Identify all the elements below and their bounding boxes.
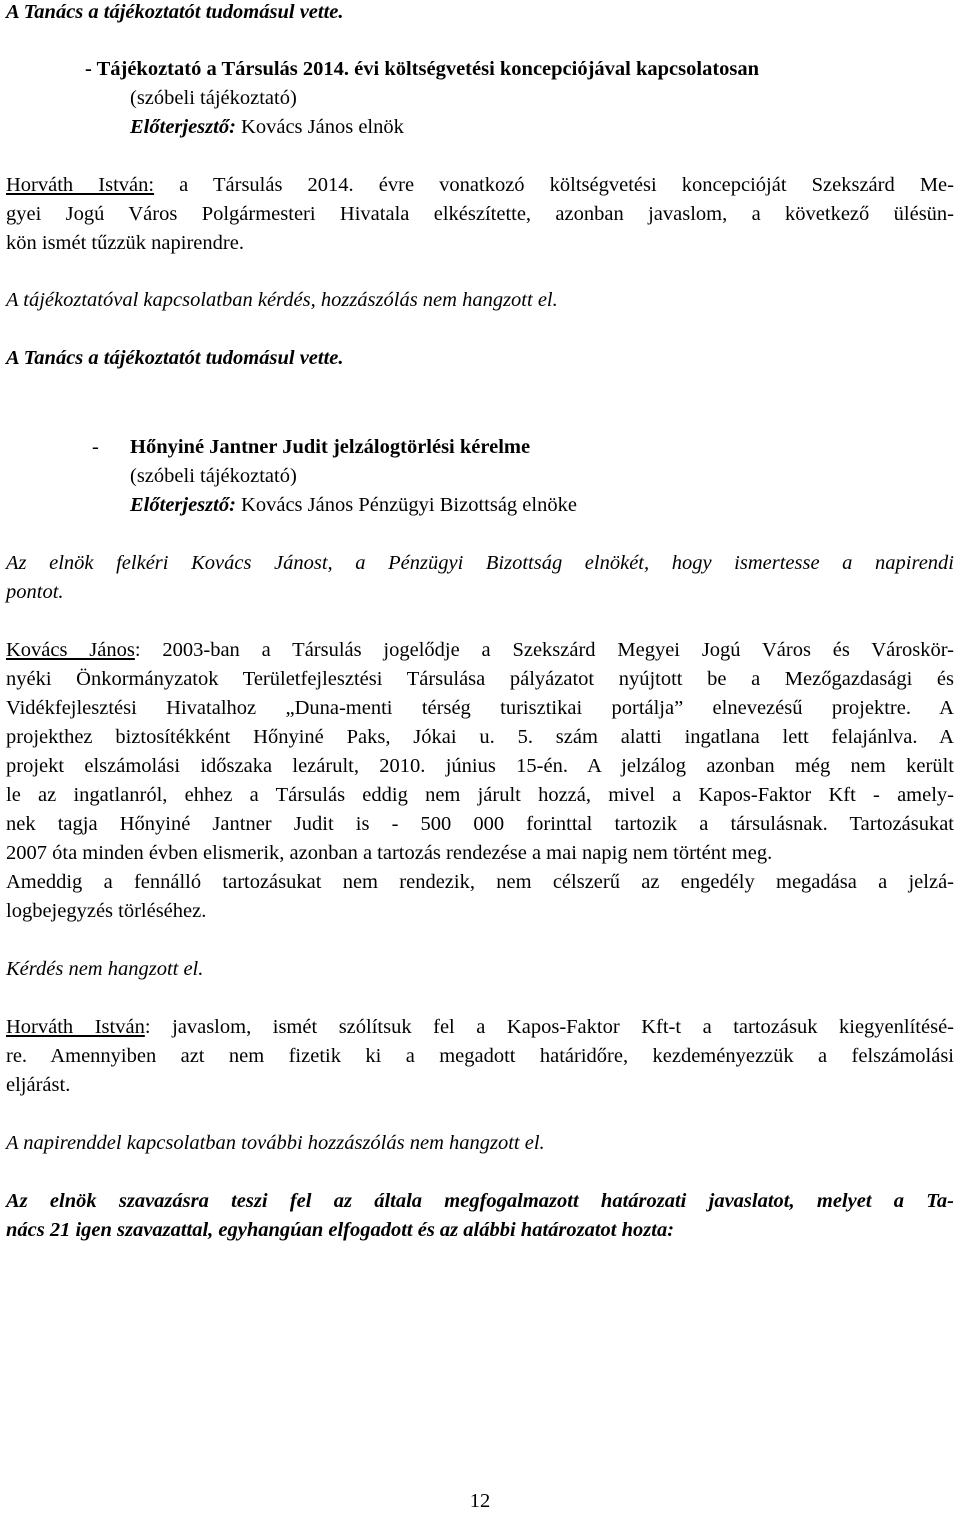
top-resolution: A Tanács a tájékoztatót tudomásul vette. — [6, 1, 344, 23]
horvath1-line3: kön ismét tűzzük napirendre. — [6, 232, 244, 254]
horvath2-line3: eljárást. — [6, 1074, 71, 1096]
no-comment-1: A tájékoztatóval kapcsolatban kérdés, hozzászólás nem hangzott el. — [6, 289, 558, 311]
presenter-label: Előterjesztő: — [130, 494, 236, 516]
vote-line2: nács 21 igen szavazattal, egyhangúan elfogadott és az alábbi határozatot hozta: — [6, 1219, 675, 1241]
kovacs-line4: projekthez biztosítékként Hőnyiné Paks, Jókai u. 5. szám alatti ingatlana lett felajánlva. A — [6, 726, 954, 748]
kovacs-line2: nyéki Önkormányzatok Területfejlesztési Társulása pályázatot nyújtott be a Mezőgazdasági és — [6, 668, 954, 690]
speaker-name: Horváth István: — [6, 174, 155, 196]
kovacs-line3: Vidékfejlesztési Hivatalhoz „Duna-menti térség turisztikai portálja” elnevezésű projektre. A — [6, 697, 954, 719]
vote-line1: Az elnök szavazásra teszi fel az általa megfogalmazott határozati javaslatot, melyet a Ta- — [6, 1190, 954, 1212]
item1-title: - Tájékoztató a Társulás 2014. évi költségvetési koncepciójával kapcsolatosan — [85, 58, 760, 80]
kovacs-line9: Ameddig a fennálló tartozásukat nem rendezik, nem célszerű az engedély megadása a jelzá- — [6, 871, 954, 893]
item1-presenter — [130, 113, 954, 142]
kovacs-line10: logbejegyzés törléséhez. — [6, 900, 207, 922]
kovacs-line7: nek tagja Hőnyiné Jantner Judit is - 500 000 forinttal tartozik a társulásnak. Tartozásukat — [6, 813, 954, 835]
speaker-name: Kovács János — [6, 639, 135, 661]
request-line1: Az elnök felkéri Kovács Jánost, a Pénzügyi Bizottság elnökét, hogy ismertesse a napirendi — [6, 552, 954, 574]
speaker-name: Horváth István — [6, 1016, 145, 1038]
request-line2: pontot. — [6, 581, 64, 603]
horvath1-text: a Társulás 2014. évre vonatkozó költségvetési koncepcióját Szekszárd Me- — [154, 174, 954, 196]
item2-presenter — [130, 491, 954, 520]
presenter-value: Kovács János Pénzügyi Bizottság elnöke — [235, 494, 577, 516]
no-question: Kérdés nem hangzott el. — [6, 958, 204, 980]
item2-type: (szóbeli tájékoztató) — [130, 465, 297, 487]
horvath2-line2: re. Amennyiben azt nem fizetik ki a megadott határidőre, kezdeményezzük a felszámolási — [6, 1045, 954, 1067]
kovacs-line1 — [6, 636, 954, 665]
item2-title: Hőnyiné Jantner Judit jelzálogtörlési kérelme — [130, 436, 531, 458]
horvath1-line2: gyei Jogú Város Polgármesteri Hivatala elkészítette, azonban javaslom, a következő ülésün- — [6, 203, 954, 225]
kovacs-line8: 2007 óta minden évben elismerik, azonban a tartozás rendezése a mai napig nem történt meg. — [6, 842, 773, 864]
kovacs-text: : 2003-ban a Társulás jogelődje a Szekszárd Megyei Jogú Város és Városkör- — [134, 639, 954, 661]
item2-dash: - — [92, 436, 99, 458]
horvath1-line1 — [6, 171, 954, 200]
presenter-value: Kovács János elnök — [235, 116, 404, 138]
no-comment-2: A napirenddel kapcsolatban további hozzászólás nem hangzott el. — [6, 1132, 545, 1154]
horvath2-text: : javaslom, ismét szólítsuk fel a Kapos-Faktor Kft-t a tartozásuk kiegyenlítésé- — [144, 1016, 954, 1038]
presenter-label: Előterjesztő: — [130, 116, 236, 138]
kovacs-line6: le az ingatlanról, ehhez a Társulás eddig nem járult hozzá, mivel a Kapos-Faktor Kft - amely- — [6, 784, 954, 806]
page-number: 12 — [469, 1490, 491, 1512]
kovacs-line5: projekt elszámolási időszaka lezárult, 2010. június 15-én. A jelzálog azonban még nem került — [6, 755, 954, 777]
resolution-2: A Tanács a tájékoztatót tudomásul vette. — [6, 347, 344, 369]
item1-type: (szóbeli tájékoztató) — [130, 87, 297, 109]
horvath2-line1 — [6, 1013, 954, 1042]
